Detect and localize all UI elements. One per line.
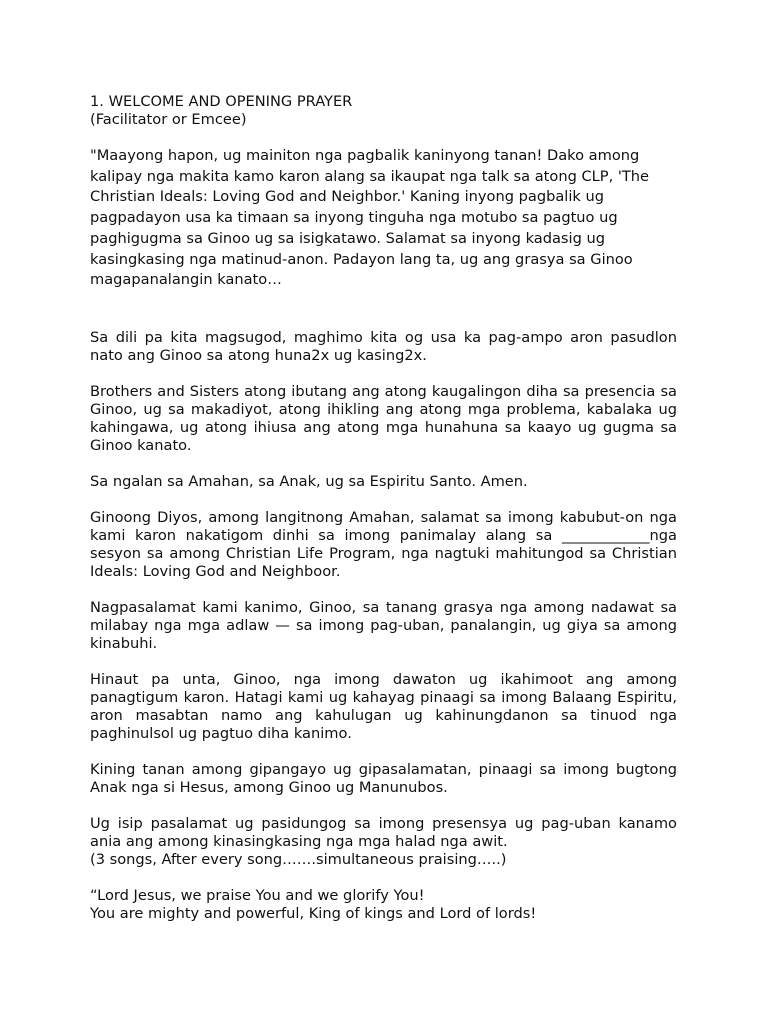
section-subtitle: (Facilitator or Emcee) [90,111,247,128]
paragraph-invitation: Sa dili pa kita magsugod, maghimo kita og usa ka pag-ampo aron pasudlon nato ang Ginoo sa atong huna2x ug kasing2x. [90,328,677,364]
paragraph-closing-prayer: Kining tanan among gipangayo ug gipasalamatan, pinaagi sa imong bugtong Anak nga si Hesus, among Ginoo ug Manunubos. [90,760,677,796]
praise-line-2: You are mighty and powerful, King of kings and Lord of lords! [90,904,537,922]
spacer [90,491,677,509]
section-title: 1. WELCOME AND OPENING PRAYER [90,93,353,110]
welcome-paragraph: "Maayong hapon, ug mainiton nga pagbalik kaninyong tanan! Dako among kalipay nga makita kamo karon alang sa ikaupat nga talk sa atong CLP, 'The Christian Ideals: Loving God and Neighbor.' Kaning inyong pagbalik ug pagpadayon usa ka timaan sa inyong tinguha nga motubo sa pagtuo ug paghigugma sa Ginoo ug sa isigkatawo. Salamat sa inyong kadasig ug kasingkasing nga matinud-anon. Padayon lang ta, ug ang grasya sa Ginoo magapanalangin kanato… [90,147,650,289]
spacer [90,365,677,383]
paragraph-songs: Ug isip pasalamat ug pasidungog sa imong presensya ug pag-uban kanamo ania ang among kinasingkasing nga mga halad nga awit. [90,814,677,850]
spacer [90,869,677,887]
paragraph-sign-of-cross: Sa ngalan sa Amahan, sa Anak, ug sa Espiritu Santo. Amen. [90,472,528,490]
spacer [90,311,677,329]
spacer [90,129,677,147]
section-heading [90,93,677,129]
paragraph-thanksgiving: Nagpasalamat kami kanimo, Ginoo, sa tanang grasya nga among nadawat sa milabay nga mga adlaw — sa imong pag-uban, panalangin, ug giya sa among kinabuhi. [90,598,677,652]
spacer [90,291,677,311]
spacer [90,653,677,671]
paragraph-presence: Brothers and Sisters atong ibutang ang atong kaugalingon diha sa presencia sa Ginoo, ug sa makadiyot, atong ihikling ang atong mga problema, kabalaka ug kahingawa, ug atong ihiusa ang atong mga hunahuna sa kaayo ug gugma sa Ginoo kanato. [90,382,677,454]
spacer [90,455,677,473]
paragraph-petition: Hinaut pa unta, Ginoo, nga imong dawaton ug ikahimoot ang among panagtigum karon. Hatagi kami ug kahayag pinaagi sa imong Balaang Espiritu, aron masabtan namo ang kahulugan ug kahinungdanon sa tinuod nga paghinulsol ug pagtuo diha kanimo. [90,670,677,742]
praise-line-1: “Lord Jesus, we praise You and we glorify You! [90,886,425,904]
songs-note: (3 songs, After every song…….simultaneous praising…..) [90,850,507,868]
document-page [90,93,677,923]
spacer [90,581,677,599]
spacer [90,743,677,761]
spacer [90,797,677,815]
paragraph-prayer-opening: Ginoong Diyos, among langitnong Amahan, salamat sa imong kabubut-on nga kami karon nakatigom dinhi sa imong panimalay alang sa ____________nga sesyon sa among Christian Life Program, nga nagtuki mahitungod sa Christian Ideals: Loving God and Neighboor. [90,508,677,580]
